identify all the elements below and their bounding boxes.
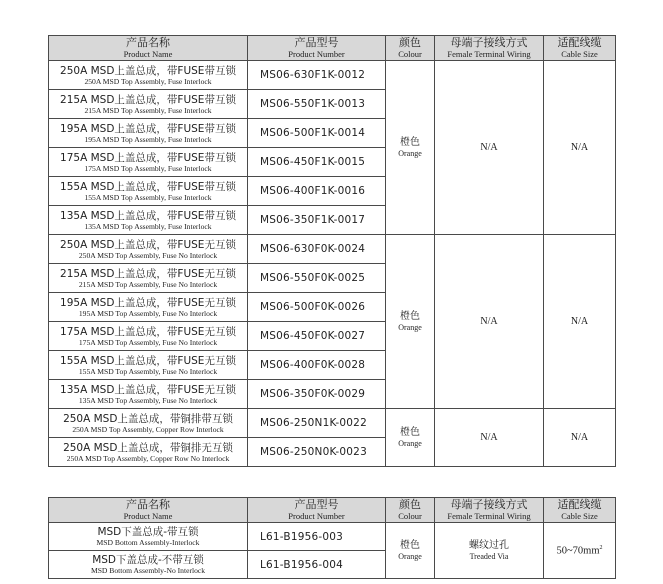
product-table-top-assembly (48, 35, 616, 467)
wiring-cell: N/A (435, 409, 544, 467)
table-row (49, 235, 616, 264)
product-number-cell: L61-B1956-003 (248, 523, 386, 551)
header-product-name: 产品名称 Product Name (49, 498, 248, 523)
product-number-cell: MS06-250N1K-0022 (248, 409, 386, 438)
cable-cell: $50\sim 70mm^2$ (544, 523, 616, 579)
header-product-name: 产品名称 Product Name (49, 36, 248, 61)
header-product-number: 产品型号 Product Number (248, 36, 386, 61)
wiring-cell: N/A (435, 61, 544, 235)
header-terminal-wiring: 母端子接线方式 Female Terminal Wiring (435, 36, 544, 61)
product-number-cell: MS06-400F0K-0028 (248, 351, 386, 380)
product-name-cell: 215A MSD上盖总成，带FUSE无互锁 215A MSD Top Assembly, Fuse No Interlock (49, 264, 248, 293)
product-name-cell: MSD下盖总成-带互锁 MSD Bottom Assembly-Interlock (49, 523, 248, 551)
header-colour: 颜色 Colour (386, 36, 435, 61)
table-row (49, 61, 616, 90)
product-name-cell: 250A MSD上盖总成，带铜排带互锁 250A MSD Top Assembly, Copper Row Interlock (49, 409, 248, 438)
product-name-cell: 155A MSD上盖总成，带FUSE带互锁 155A MSD Top Assembly, Fuse Interlock (49, 177, 248, 206)
product-name-cell: 250A MSD上盖总成，带FUSE无互锁 250A MSD Top Assembly, Fuse No Interlock (49, 235, 248, 264)
table-header-row (49, 498, 616, 523)
product-name-cell: 175A MSD上盖总成，带FUSE带互锁 175A MSD Top Assembly, Fuse Interlock (49, 148, 248, 177)
cable-cell: N/A (544, 409, 616, 467)
table-row (49, 409, 616, 438)
product-number-cell: MS06-500F0K-0026 (248, 293, 386, 322)
header-cable-size: 适配线缆 Cable Size (544, 498, 616, 523)
header-terminal-wiring: 母端子接线方式 Female Terminal Wiring (435, 498, 544, 523)
product-number-cell: MS06-350F1K-0017 (248, 206, 386, 235)
product-number-cell: MS06-630F0K-0024 (248, 235, 386, 264)
product-name-cell: 155A MSD上盖总成，带FUSE无互锁 155A MSD Top Assembly, Fuse No Interlock (49, 351, 248, 380)
product-number-cell: MS06-630F1K-0012 (248, 61, 386, 90)
colour-cell: 橙色 Orange (386, 61, 435, 235)
product-name-cell: MSD下盖总成-不带互锁 MSD Bottom Assembly-No Interlock (49, 551, 248, 579)
product-name-cell: 250A MSD上盖总成，带FUSE带互锁 250A MSD Top Assembly, Fuse Interlock (49, 61, 248, 90)
product-table-bottom-assembly (48, 497, 616, 579)
product-name-cell: 195A MSD上盖总成，带FUSE带互锁 195A MSD Top Assembly, Fuse Interlock (49, 119, 248, 148)
colour-cell: 橙色 Orange (386, 409, 435, 467)
header-product-number: 产品型号 Product Number (248, 498, 386, 523)
product-name-cell: 135A MSD上盖总成，带FUSE带互锁 135A MSD Top Assembly, Fuse Interlock (49, 206, 248, 235)
wiring-cell: N/A (435, 235, 544, 409)
product-number-cell: MS06-450F0K-0027 (248, 322, 386, 351)
product-name-cell: 135A MSD上盖总成，带FUSE无互锁 135A MSD Top Assembly, Fuse No Interlock (49, 380, 248, 409)
cable-cell: N/A (544, 61, 616, 235)
product-number-cell: MS06-550F0K-0025 (248, 264, 386, 293)
product-number-cell: MS06-350F0K-0029 (248, 380, 386, 409)
wiring-cell: 螺纹过孔 Treaded Via (435, 523, 544, 579)
product-number-cell: MS06-450F1K-0015 (248, 148, 386, 177)
cable-cell: N/A (544, 235, 616, 409)
table-header-row (49, 36, 616, 61)
product-number-cell: MS06-250N0K-0023 (248, 438, 386, 467)
table-row (49, 523, 616, 551)
header-cable-size: 适配线缆 Cable Size (544, 36, 616, 61)
product-name-cell: 215A MSD上盖总成，带FUSE带互锁 215A MSD Top Assembly, Fuse Interlock (49, 90, 248, 119)
product-name-cell: 195A MSD上盖总成，带FUSE无互锁 195A MSD Top Assembly, Fuse No Interlock (49, 293, 248, 322)
product-number-cell: MS06-500F1K-0014 (248, 119, 386, 148)
colour-cell: 橙色 Orange (386, 523, 435, 579)
colour-cell: 橙色 Orange (386, 235, 435, 409)
header-colour: 颜色 Colour (386, 498, 435, 523)
product-number-cell: MS06-550F1K-0013 (248, 90, 386, 119)
product-name-cell: 175A MSD上盖总成，带FUSE无互锁 175A MSD Top Assembly, Fuse No Interlock (49, 322, 248, 351)
product-number-cell: L61-B1956-004 (248, 551, 386, 579)
product-name-cell: 250A MSD上盖总成，带铜排无互锁 250A MSD Top Assembly, Copper Row No Interlock (49, 438, 248, 467)
product-number-cell: MS06-400F1K-0016 (248, 177, 386, 206)
